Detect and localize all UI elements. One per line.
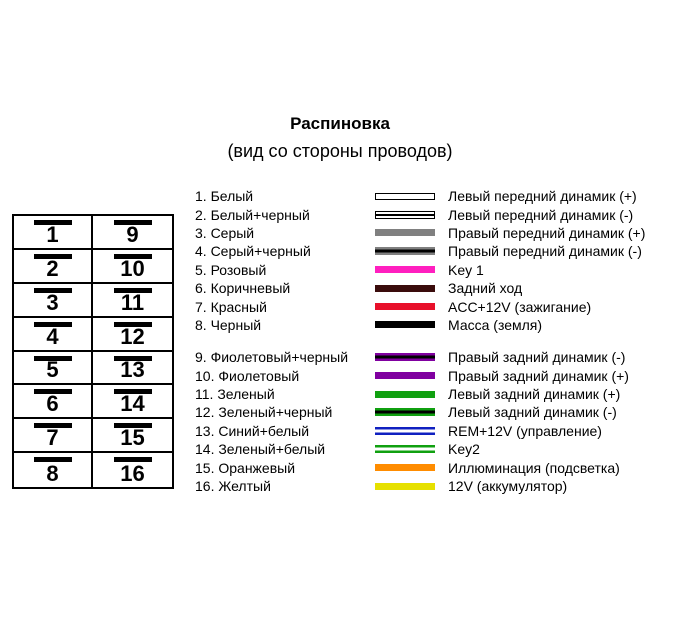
pin-function: Левый задний динамик (+) (448, 386, 621, 403)
connector-pin-cell (14, 318, 93, 352)
connector-pin-cell (93, 318, 172, 352)
pin-function: Левый передний динамик (+) (448, 188, 637, 205)
wire-swatch (375, 285, 435, 292)
pin-function: Key 1 (448, 261, 484, 278)
pin-row (195, 205, 675, 223)
pin-function: REM+12V (управление) (448, 422, 602, 439)
pin-color-label: 3. Серый (195, 224, 255, 241)
pin-row (195, 279, 675, 297)
connector-pin-cell (14, 284, 93, 318)
connector-pin-cell (93, 453, 172, 487)
pin-number: 7 (46, 425, 59, 451)
pin-row (195, 367, 675, 385)
pin-function: Иллюминация (подсветка) (448, 459, 620, 476)
pin-number: 13 (120, 357, 145, 383)
wire-swatch (375, 321, 435, 328)
pin-color-label: 2. Белый+черный (195, 206, 310, 223)
pin-number: 10 (120, 255, 145, 281)
pin-number: 2 (46, 255, 59, 281)
pin-list (195, 187, 675, 495)
pin-row (195, 261, 675, 279)
connector-pin-cell (93, 216, 172, 250)
wire-swatch (375, 483, 435, 490)
pin-function: Key2 (448, 441, 480, 458)
pin-row (195, 422, 675, 440)
connector-pin-cell (14, 352, 93, 386)
wire-swatch (375, 391, 435, 398)
wire-swatch (375, 408, 435, 416)
pin-function: Правый задний динамик (+) (448, 367, 629, 384)
pin-number: 14 (120, 391, 145, 417)
wire-swatch (375, 353, 435, 361)
pin-row (195, 187, 675, 205)
wire-swatch (375, 372, 435, 379)
connector-diagram (12, 214, 174, 489)
pin-number: 1 (46, 221, 59, 247)
pin-color-label: 10. Фиолетовый (195, 367, 300, 384)
pin-number: 8 (46, 461, 59, 486)
wire-swatch (375, 211, 435, 219)
pin-color-label: 8. Черный (195, 316, 262, 333)
connector-pin-cell (93, 250, 172, 284)
pin-row (195, 458, 675, 476)
pin-number: 5 (46, 357, 59, 383)
wire-swatch (375, 427, 435, 435)
pin-group-1 (195, 187, 675, 334)
wire-swatch (375, 229, 435, 236)
wire-swatch (375, 445, 435, 453)
pin-function: Правый передний динамик (-) (448, 243, 642, 260)
wire-swatch (375, 247, 435, 255)
pin-color-label: 16. Желтый (195, 478, 271, 495)
pin-color-label: 7. Красный (195, 298, 267, 315)
pin-color-label: 13. Синий+белый (195, 422, 310, 439)
pin-function: Правый задний динамик (-) (448, 349, 626, 366)
pin-function: ACC+12V (зажигание) (448, 298, 592, 315)
pin-color-label: 5. Розовый (195, 261, 267, 278)
pin-color-label: 14. Зеленый+белый (195, 441, 326, 458)
connector-pin-cell (14, 385, 93, 419)
pin-color-label: 6. Коричневый (195, 280, 291, 297)
pin-number: 15 (120, 425, 145, 451)
pin-row (195, 403, 675, 421)
pin-number: 16 (120, 461, 145, 486)
connector-pin-cell (14, 453, 93, 487)
pin-function: Левый передний динамик (-) (448, 206, 634, 223)
wire-swatch (375, 464, 435, 471)
wire-swatch (375, 303, 435, 310)
diagram-title: Распиновка (290, 114, 390, 133)
pin-number: 11 (120, 289, 145, 315)
pin-number: 12 (120, 323, 145, 349)
pin-color-label: 4. Серый+черный (195, 243, 311, 260)
connector-pin-cell (14, 216, 93, 250)
pin-row (195, 440, 675, 458)
wire-swatch (375, 266, 435, 273)
connector-pin-cell (14, 419, 93, 453)
pin-group-2 (195, 348, 675, 495)
pin-row (195, 242, 675, 260)
diagram-subtitle: (вид со стороны проводов) (227, 141, 453, 161)
pin-color-label: 11. Зеленый (195, 386, 275, 403)
pin-row (195, 316, 675, 334)
pin-function: Задний ход (448, 280, 523, 297)
connector-pin-cell (93, 352, 172, 386)
pin-row (195, 477, 675, 495)
pin-function: Правый передний динамик (+) (448, 224, 646, 241)
pin-number: 9 (126, 221, 139, 247)
connector-pin-cell (93, 419, 172, 453)
pin-number: 6 (46, 391, 59, 417)
connector-pin-cell (93, 385, 172, 419)
pin-color-label: 1. Белый (195, 188, 254, 205)
pin-color-label: 9. Фиолетовый+черный (195, 349, 349, 366)
wire-swatch (375, 193, 435, 200)
connector-pin-cell (93, 284, 172, 318)
pin-row (195, 385, 675, 403)
pin-function: Левый задний динамик (-) (448, 404, 617, 421)
pin-row (195, 224, 675, 242)
pin-color-label: 12. Зеленый+черный (195, 404, 333, 421)
connector-pin-cell (14, 250, 93, 284)
pin-row (195, 297, 675, 315)
pin-function: Масса (земля) (448, 316, 543, 333)
pin-function: 12V (аккумулятор) (448, 478, 568, 495)
pin-color-label: 15. Оранжевый (195, 459, 296, 476)
pin-number: 3 (46, 289, 59, 315)
pin-row (195, 348, 675, 366)
pin-number: 4 (46, 323, 59, 349)
